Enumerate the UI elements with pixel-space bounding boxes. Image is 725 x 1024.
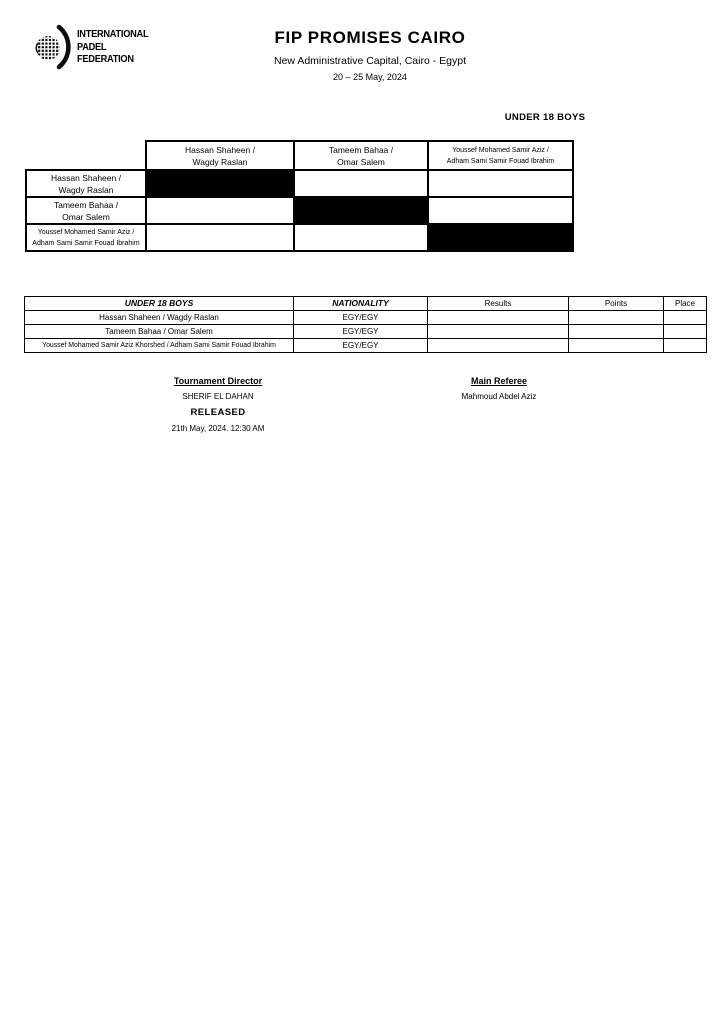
team-nationality: EGY/EGY [294,339,428,353]
team-name: Youssef Mohamed Samir Aziz Khorshed / Adham Sami Samir Fouad Ibrahim [25,339,294,353]
document-header [240,28,500,82]
main-referee-label: Main Referee [470,376,528,386]
standings-table [24,296,707,353]
team-place [664,311,707,325]
tournament-director-label: Tournament Director [173,376,263,386]
released-status: RELEASED [190,407,246,418]
matrix-cell-blocked [294,197,428,224]
logo-line-3: FEDERATION [77,53,134,66]
standings-header-points: Points [569,297,664,311]
ipf-logo [34,24,158,70]
standings-header-nationality: NATIONALITY [294,297,428,311]
matrix-cell-blocked [146,170,294,197]
document-title: FIP PROMISES CAIRO [274,28,466,47]
standings-header-row [25,297,707,311]
matrix-cell-result [146,197,294,224]
team-place [664,325,707,339]
matrix-corner-cell [26,141,146,170]
team-nationality: EGY/EGY [294,311,428,325]
tournament-director-block [128,376,308,433]
document-date-range: 20 – 25 May, 2024 [333,72,407,82]
logo-line-2: PADEL [77,40,107,53]
table-row [25,339,707,353]
matrix-row-header-team2: Tameem Bahaa / Omar Salem [26,197,146,224]
table-row [25,325,707,339]
team-results [428,311,569,325]
matrix-col-header-team3: Youssef Mohamed Samir Aziz / Adham Sami Samir Fouad Ibrahim [428,141,573,170]
team-points [569,311,664,325]
matrix-col-header-team2: Tameem Bahaa / Omar Salem [294,141,428,170]
table-row [25,311,707,325]
matrix-cell-result [428,197,573,224]
round-robin-matrix [25,140,574,252]
matrix-cell-result [294,170,428,197]
team-points [569,325,664,339]
padel-ball-icon [34,24,72,70]
team-name: Tameem Bahaa / Omar Salem [25,325,294,339]
matrix-row-header-team3: Youssef Mohamed Samir Aziz / Adham Sami Samir Fouad Ibrahim [26,224,146,251]
released-datetime: 21th May, 2024. 12:30 AM [171,424,265,433]
matrix-cell-result [146,224,294,251]
standings-header-team: UNDER 18 BOYS [25,297,294,311]
standings-header-place: Place [664,297,707,311]
team-name: Hassan Shaheen / Wagdy Raslan [25,311,294,325]
tournament-director-name: SHERIF EL DAHAN [182,392,254,401]
team-place [664,339,707,353]
ipf-logo-text [77,28,148,66]
matrix-row-header-team1: Hassan Shaheen / Wagdy Raslan [26,170,146,197]
matrix-cell-result [294,224,428,251]
standings-header-results: Results [428,297,569,311]
logo-line-1: INTERNATIONAL [77,28,149,41]
main-referee-name: Mahmoud Abdel Aziz [461,392,537,401]
team-nationality: EGY/EGY [294,325,428,339]
team-results [428,325,569,339]
matrix-cell-result [428,170,573,197]
team-results [428,339,569,353]
matrix-cell-blocked [428,224,573,251]
document-subtitle: New Administrative Capital, Cairo - Egypt [274,55,466,67]
team-points [569,339,664,353]
matrix-col-header-team1: Hassan Shaheen / Wagdy Raslan [146,141,294,170]
category-title: UNDER 18 BOYS [504,112,586,123]
main-referee-block [409,376,589,401]
